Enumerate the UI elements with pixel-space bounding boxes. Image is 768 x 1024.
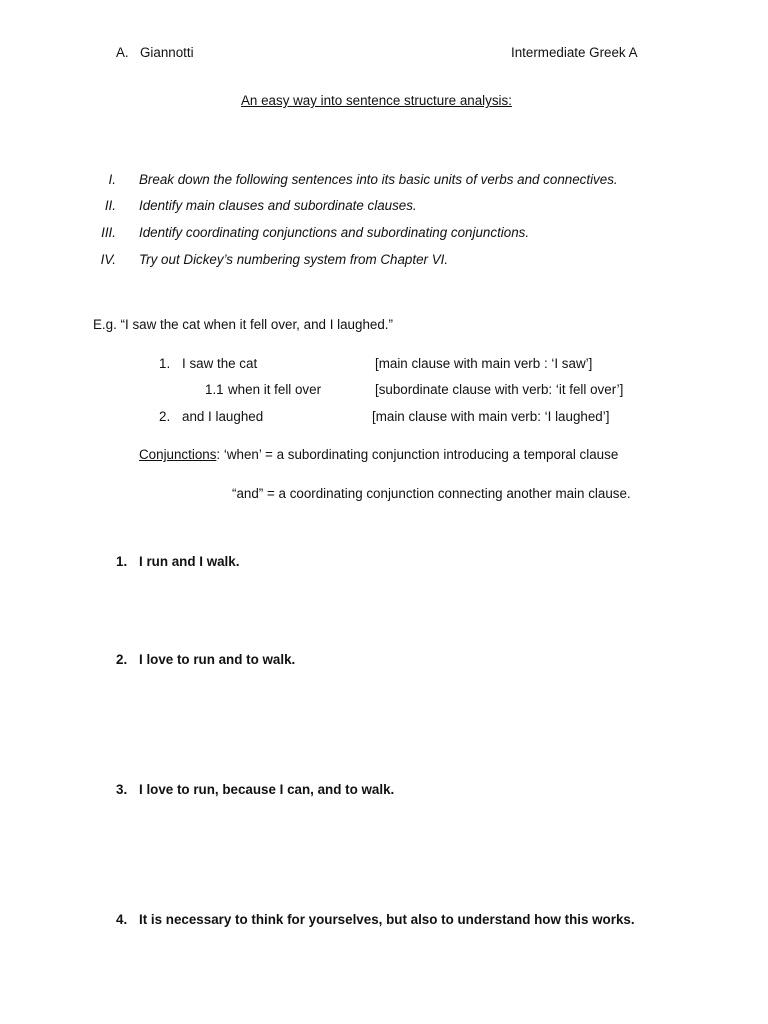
course-name: Intermediate Greek A bbox=[511, 45, 638, 60]
example-row-marker: 2. bbox=[159, 409, 171, 424]
instruction-marker: III. bbox=[101, 225, 116, 240]
example-intro: E.g. “I saw the cat when it fell over, and I laughed.” bbox=[93, 317, 393, 332]
instruction-marker: IV. bbox=[100, 252, 116, 267]
exercise-text: I love to run, because I can, and to walk. bbox=[139, 782, 395, 797]
instruction-text: Identify main clauses and subordinate clauses. bbox=[139, 198, 417, 213]
conjunction-and-text: “and” = a coordinating conjunction connecting another main clause. bbox=[232, 486, 631, 501]
example-row-clause: and I laughed bbox=[182, 409, 264, 424]
exercise-marker: 2. bbox=[116, 652, 128, 667]
author-marker: A. bbox=[116, 45, 129, 60]
exercise-marker: 4. bbox=[116, 912, 128, 927]
exercise-text: I love to run and to walk. bbox=[139, 652, 296, 667]
exercise-marker: 3. bbox=[116, 782, 128, 797]
example-row-clause: I saw the cat bbox=[182, 356, 258, 371]
instruction-text: Break down the following sentences into its basic units of verbs and connectives. bbox=[139, 172, 618, 187]
exercise-marker: 1. bbox=[116, 554, 128, 569]
conjunctions-label: Conjunctions bbox=[139, 447, 217, 462]
instruction-text: Try out Dickey’s numbering system from Chapter VI. bbox=[139, 252, 449, 267]
instruction-marker: II. bbox=[104, 198, 116, 213]
example-row-note: [subordinate clause with verb: ‘it fell over’] bbox=[375, 382, 624, 397]
example-row-marker: 1.1 bbox=[205, 382, 224, 397]
exercise-text: I run and I walk. bbox=[139, 554, 240, 569]
conjunction-when-line bbox=[139, 447, 618, 462]
conjunction-when-text: : ‘when’ = a subordinating conjunction introducing a temporal clause bbox=[216, 447, 619, 462]
page-title: An easy way into sentence structure analysis: bbox=[241, 93, 512, 108]
instruction-text: Identify coordinating conjunctions and subordinating conjunctions. bbox=[139, 225, 530, 240]
example-row-clause: when it fell over bbox=[228, 382, 322, 397]
example-row-note: [main clause with main verb: ‘I laughed’] bbox=[372, 409, 610, 424]
author-name: Giannotti bbox=[140, 45, 194, 60]
instruction-marker: I. bbox=[108, 172, 116, 187]
exercise-text: It is necessary to think for yourselves, but also to understand how this works. bbox=[139, 912, 635, 927]
example-row-marker: 1. bbox=[159, 356, 171, 371]
example-row-note: [main clause with main verb : ‘I saw’] bbox=[375, 356, 593, 371]
